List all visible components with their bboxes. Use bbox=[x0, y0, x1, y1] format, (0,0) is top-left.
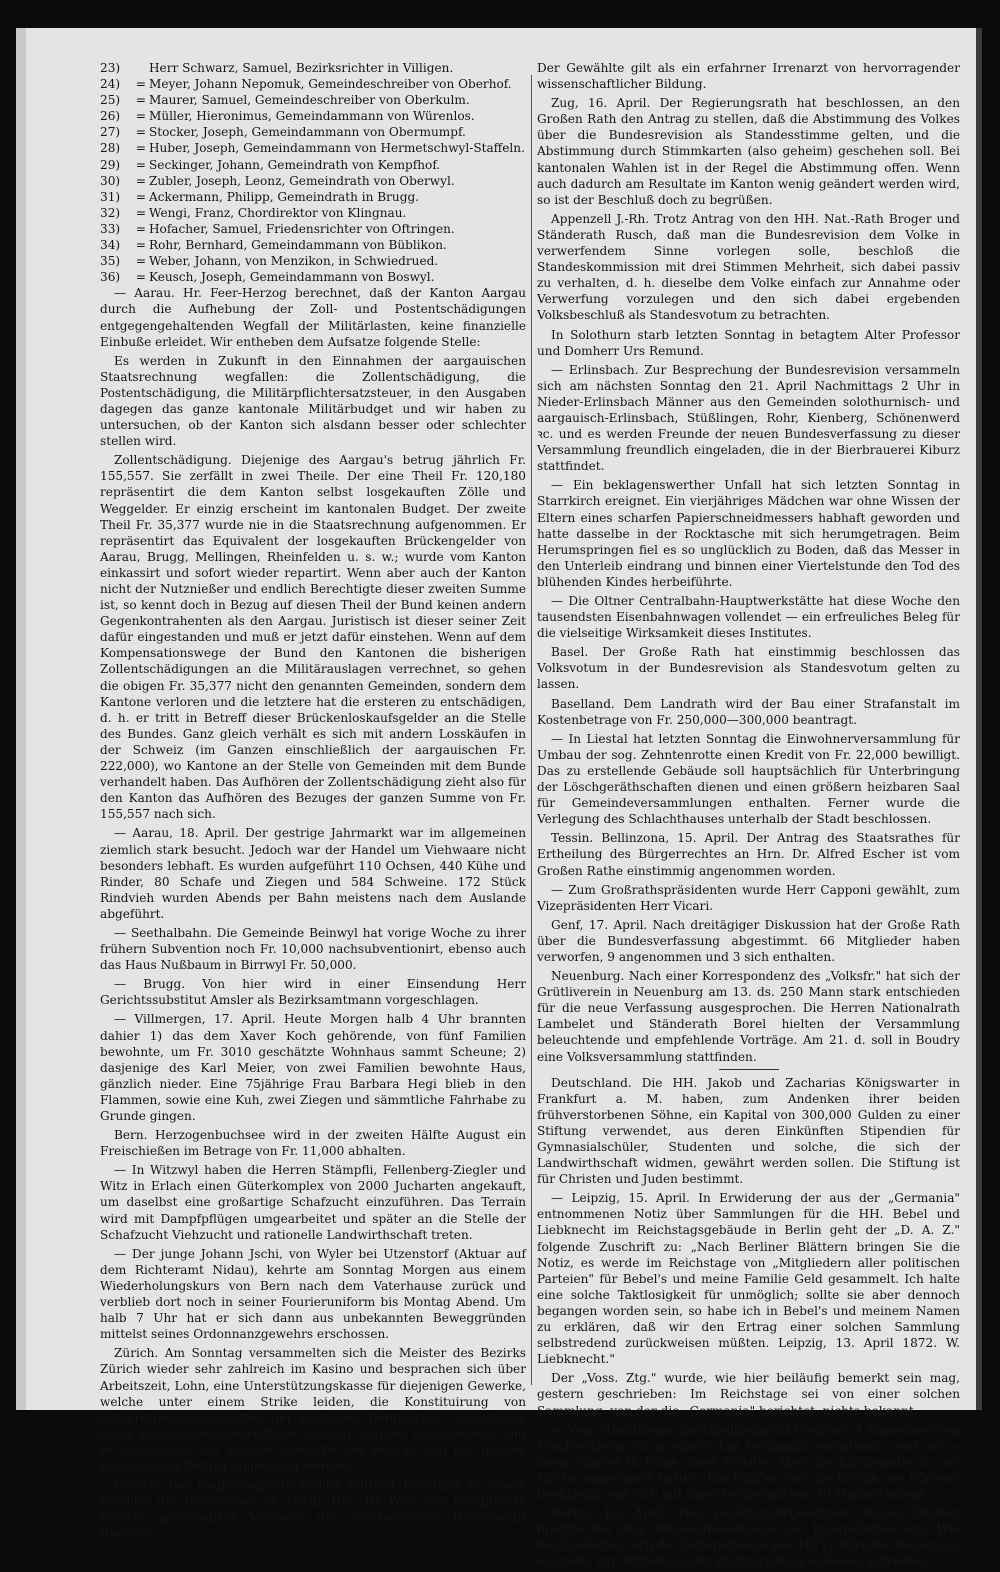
list-item: 26) = Müller, Hieronimus, Gemeindammann von Würenlos. bbox=[100, 109, 475, 124]
article-paragraph: Zürich. Am Sonntag versammelten sich die Meister des Bezirks Zürich wieder sehr zahlreich im Kasino und besprachen sich über Arbeitszeit, Lohn, eine Unterstützungskasse für diejenigen Gewerke, welche unter einem Strike leiden, die Konstituirung von Gewerksgenossenschaften der einzelnen Berufsarten. Sämmtliche obige Gegenstände betreffende Anträge wurden angenommen und es sollen auch die übrigen Gewerke des Bezirks und des ganzen Kantons zum Beitritt eingeladen werden. bbox=[100, 1346, 526, 1473]
article-paragraph: — Villmergen, 17. April. Heute Morgen halb 4 Uhr brannten dahier 1) das dem Xaver Koch gehörende, von fünf Familien bewohnte, um Fr. 3010 geschätzte Wohnhaus sammt Scheune; 2) dasjenige des Karl Meier, von zwei Familien bewohnte Haus, gänzlich nieder. Eine 75jährige Frau Barbara Hegi blieb in den Flammen, sowie eine Kuh, zwei Ziegen und sämmtliche Fahrhabe zu Grunde gingen. bbox=[100, 1012, 526, 1123]
article-paragraph: Basel. Der Große Rath hat einstimmig beschlossen das Volksvotum in der Bundesrevision als Standesvotum gelten zu lassen. bbox=[537, 645, 960, 692]
list-item: 34) = Rohr, Bernhard, Gemeindammann von Büblikon. bbox=[100, 238, 447, 253]
article-paragraph: — Zum Großrathspräsidenten wurde Herr Capponi gewählt, zum Vizepräsidenten Herr Vicari. bbox=[537, 882, 960, 913]
list-item: 25) = Maurer, Samuel, Gemeindeschreiber von Oberkulm. bbox=[100, 93, 470, 108]
page-edge-shadow bbox=[976, 28, 982, 1410]
article-paragraph: — In Witzwyl haben die Herren Stämpfli, Fellenberg-Ziegler und Witz in Erlach einen Güterkomplex von 2000 Jucharten angekauft, um daselbst eine großartige Schafzucht einzuführen. Das Terrain wird mit Dampfpflügen umgearbeitet und später an die Stelle der Schafzucht Viehzucht und rationelle Landwirthschaft treten. bbox=[100, 1163, 526, 1242]
article-paragraph: In Solothurn starb letzten Sonntag in betagtem Alter Professor und Domherr Urs Remund. bbox=[537, 327, 960, 358]
list-item: 23) Herr Schwarz, Samuel, Bezirksrichter in Villigen. bbox=[100, 61, 454, 75]
left-column bbox=[100, 60, 526, 1544]
list-item: 29) = Seckinger, Johann, Gemeindrath von Kempfhof. bbox=[100, 157, 441, 172]
article-paragraph: — Aarau, 18. April. Der gestrige Jahrmarkt war im allgemeinen ziemlich stark besucht. Jedoch war der Handel um Viehwaare nicht besonders lebhaft. Es wurden aufgeführt 110 Ochsen, 440 Kühe und Rinder, 80 Schafe und Ziegen und 584 Schweine. 172 Stück Rindvieh wurden Abends per Bahn meistens nach dem Auslande abgeführt. bbox=[100, 826, 526, 921]
list-item: 35) = Weber, Johann, von Menzikon, in Schwiedrued. bbox=[100, 254, 439, 269]
article-paragraph: Berlin, 16. April. Der Landtags-Abgeordnete Eugen Richter brachte bei dem Abgeordnetenhause die Interpellation ein: Wie hoch belaufen sich die Ueberschüsse von 1871? Wird die Regierung nunmehr zur Aufhebung der Zeitungsstempel-Steuer schreiten? bbox=[537, 1506, 960, 1569]
right-column bbox=[537, 60, 960, 1572]
list-item: 27) = Stocker, Joseph, Gemeindammann von Obermumpf. bbox=[100, 125, 466, 140]
list-item: 31) = Ackermann, Philipp, Gemeindrath in Brugg. bbox=[100, 189, 420, 204]
list-item: 32) = Wengi, Franz, Chordirektor von Klingnau. bbox=[100, 205, 407, 220]
article-paragraph: Tessin. Bellinzona, 15. April. Der Antrag des Staatsrathes für Ertheilung des Bürgerrechtes an Hrn. Dr. Alfred Escher ist vom Großen Rathe einstimmig angenommen worden. bbox=[537, 831, 960, 878]
article-paragraph: — Seethalbahn. Die Gemeinde Beinwyl hat vorige Woche zu ihrer frühern Subvention noch Fr. 10,000 nachsubventionirt, ebenso auch das Haus Nußbaum in Birrwyl Fr. 50,000. bbox=[100, 925, 526, 973]
article-paragraph: — Ein beklagenswerther Unfall hat sich letzten Sonntag in Starrkirch ereignet. Ein vierjähriges Mädchen war ohne Wissen der Eltern eines scharfen Papierschneidmessers habhaft geworden und hatte dasselbe in der Rocktasche mit sich herumgetragen. Beim Herumspringen fiel es so unglücklich zu Boden, daß das Messer in den Unterleib eindrang und binnen einer Viertelstunde den Tod des blühenden Kindes herbeiführte. bbox=[537, 478, 960, 589]
article-paragraph: Bern. Herzogenbuchsee wird in der zweiten Hälfte August ein Freischießen im Betrage von Fr. 11,000 abhalten. bbox=[100, 1128, 526, 1159]
article-paragraph: Der Gewählte gilt als ein erfahrner Irrenarzt von hervorragender wissenschaftlicher Bildung. bbox=[537, 61, 960, 92]
candidate-list bbox=[100, 60, 526, 285]
article-paragraph: Zollentschädigung. Diejenige des Aargau's betrug jährlich Fr. 155,557. Sie zerfällt in zwei Theile. Der eine Theil Fr. 120,180 repräsentirt die dem Kanton selbst losgekauften Zölle und Weggelder. Er einzig erscheint im kantonalen Budget. Der zweite Theil Fr. 35,377 wurde nie in die Staatsrechnung aufgenommen. Er repräsentirt das Equivalent der losgekauften Brückengelder von Aarau, Brugg, Mellingen, Rheinfelden u. s. w.; wurde vom Kanton einkassirt und sofort wieder repartirt. Wenn aber auch der Kanton nicht der Nutznießer und endlich Berechtigte dieser zweiten Summe ist, so kennt doch in Bezug auf diesen Theil der Bund keinen andern Gegenkontrahenten als den Aargau. Juristisch ist dieser seiner Zeit dafür eingestanden und muß er jetzt dafür einstehen. Wenn auf dem Kompensationswege der Bund den Kantonen die bisherigen Zollentschädigungen an die Militärauslagen verrechnet, so gehen die obigen Fr. 35,377 nicht den genannten Gemeinden, sondern dem Kantone verloren und die letztere hat die ersteren zu entschädigen, d. h. er tritt in Betreff dieser Brückenloskaufsgelder an die Stelle des Bundes. Ganz gleich verhält es sich mit andern Losskäufen in der Schweiz (im Ganzen einschließlich der aargauischen Fr. 222,000), wo Kantone an der Stelle von Gemeinden mit dem Bunde verhandelt haben. Das Aufhören der Zollentschädigung zieht also für den Kanton das Aufhören des Bezuges der ganzen Summe von Fr. 155,557 nach sich. bbox=[100, 453, 526, 822]
article-paragraph: Zug, 16. April. Der Regierungsrath hat beschlossen, an den Großen Rath den Antrag zu stellen, daß die Abstimmung des Volkes über die Bundesrevision als Standesstimme gelten, und die Abstimmung durch Stimmkarten (also geheim) geschehen soll. Bei kantonalen Wahlen ist in der Regel die Abstimmung offen. Wenn auch dadurch am Resultate im Kanton wenig geändert werden wird, so ist der Beschluß doch zu begrüßen. bbox=[537, 96, 960, 207]
list-item: 33) = Hofacher, Samuel, Friedensrichter von Oftringen. bbox=[100, 221, 455, 236]
article-paragraph: — Brugg. Von hier wird in einer Einsendung Herr Gerichtssubstitut Amsler als Bezirksamtmann vorgeschlagen. bbox=[100, 977, 526, 1008]
article-paragraph: Baselland. Dem Landrath wird der Bau einer Strafanstalt im Kostenbetrage von Fr. 250,000—300,000 beantragt. bbox=[537, 696, 960, 727]
article-paragraph: Deutschland. Die HH. Jakob und Zacharias Königswarter in Frankfurt a. M. haben, zum Andenken ihrer beiden frühverstorbenen Söhne, ein Kapital von 300,000 Gulden zu einer Stiftung verwendet, aus deren Einkünften Stipendien für Gymnasialschüler, Studenten und solche, die sich der Landwirthschaft widmen, gewährt werden sollen. Die Stiftung ist für Christen und Juden bestimmt. bbox=[537, 1075, 960, 1187]
column-divider bbox=[531, 75, 532, 1385]
article-paragraph: Neuenburg. Nach einer Korrespondenz des „Volksfr." hat sich der Grütliverein in Neuenburg am 13. ds. 250 Mann stark entschieden für die neue Verfassung ausgesprochen. Die Herren Nationalrath Lambelet und Ständerath Borel hielten der Versammlung beleuchtende und empfehlende Vorträge. Am 21. d. soll in Boudry eine Volksversammlung stattfinden. bbox=[537, 969, 960, 1064]
article-paragraph: — Vom Straßburger Zuchtpolizeigericht wurden 4 Einwohner von Truchtersheim zu je einem Tag Gefängniß verurtheilt, weil sie — ihren Pfarrer in Folge eines Streites über die Kirchensitze in der Kirche eingesperrt hatten. Ein Fünfter, der die Köchin des Pfarrers beohrfeigt, sah sich mit einer Geldstrafe von 10 Thalern belegt. bbox=[537, 1422, 960, 1501]
article-paragraph: Genf, 17. April. Nach dreitägiger Diskussion hat der Große Rath über die Bundesverfassung abgestimmt. 66 Mitglieder haben verworfen, 9 angenommen und 3 sich enthalten. bbox=[537, 917, 960, 964]
article-paragraph: — In Liestal hat letzten Sonntag die Einwohnerversammlung für Umbau der sog. Zehntenrotte einen Kredit von Fr. 22,000 bewilligt. Das zu erstellende Gebäude soll hauptsächlich für Unterbringung der Löschgeräthschaften dienen und einen größern heizbaren Saal für Gemeindeversammlungen enthalten. Ferner wurde die Verlegung des Schlachthauses unterhalb der Stadt beschlossen. bbox=[537, 731, 960, 827]
article-paragraph: Es werden in Zukunft in den Einnahmen der aargauischen Staatsrechnung wegfallen: die Zollentschädigung, die Postentschädigung, die Militärpflichtersatzsteuer, in den Ausgaben dagegen das ganze kantonale Militärbudget und wir haben zu untersuchen, ob der Kanton sich alsdann besser oder schlechter stellen wird. bbox=[100, 353, 526, 449]
article-paragraph: — Aarau. Hr. Feer-Herzog berechnet, daß der Kanton Aargau durch die Aufhebung der Zoll- und Postentschädigungen entgegengehaltenden Wegfall der Militärlasten, keine finanzielle Einbuße erleidet. Wir entheben dem Aufsatze folgende Stelle: bbox=[100, 286, 526, 349]
list-item: 36) = Keusch, Joseph, Gemeindammann von Boswyl. bbox=[100, 270, 435, 285]
section-rule bbox=[719, 1069, 779, 1070]
article-paragraph: Appenzell J.-Rh. Trotz Antrag von den HH. Nat.-Rath Broger und Ständerath Rusch, daß man die Bundesrevision dem Volke in verwerfendem Sinne vorlegen solle, beschloß die Standeskommission mit drei Stimmen Mehrheit, sich dabei passiv zu verhalten, d. h. dieselbe dem Volke einfach zur Annahme oder Verwerfung vorzulegen und den sich dabei ergebenden Volksbeschluß als Standesvotum zu betrachten. bbox=[537, 211, 960, 323]
article-paragraph: — Der junge Johann Jschi, von Wyler bei Utzenstorf (Aktuar auf dem Richteramt Nidau), kehrte am Sonntag Morgen aus einem Wiederholungskurs von Bern nach dem Vaterhause zurück und verblieb dort noch in seiner Fourieruniform bis Montag Abend. Um halb 7 Uhr hat er sich dann aus unbekannten Beweggründen mittelst seines Ordonnanzgewehrs erschossen. bbox=[100, 1246, 526, 1342]
list-item: 24) = Meyer, Johann Nepomuk, Gemeindeschreiber von Oberhof. bbox=[100, 77, 512, 92]
article-paragraph: — Die Oltner Centralbahn-Hauptwerkstätte hat diese Woche den tausendsten Eisenbahnwagen vollendet — ein erfreuliches Beleg für die vielseitige Wirksamkeit dieses Institutes. bbox=[537, 594, 960, 641]
article-paragraph: Der „Voss. Ztg." wurde, wie hier beiläufig bemerkt sein mag, gestern geschrieben: Im Reichstage sei von einer solchen Sammlung, von der die „Germania" berichtet, nichts bekannt. bbox=[537, 1371, 960, 1418]
list-item: 30) = Zubler, Joseph, Leonz, Gemeindrath von Oberwyl. bbox=[100, 173, 455, 188]
article-paragraph: — Erlinsbach. Zur Besprechung der Bundesrevision versammeln sich am nächsten Sonntag den 21. April Nachmittags 2 Uhr in Nieder-Erlinsbach Männer aus den Gemeinden solothurnisch- und aargauisch-Erlinsbach, Stüßlingen, Rohr, Kienberg, Schönenwerd ꝛc. und es werden Freunde der neuen Bundesverfassung zu dieser Versammlung freundlich eingeladen, die in der Bierbrauerei Kiburz stattfindet. bbox=[537, 362, 960, 474]
article-paragraph: — Leipzig, 15. April. In Erwiderung der aus der „Germania" entnommenen Notiz über Sammlungen für die HH. Bebel und Liebknecht im Reichstagsgebäude in Berlin geht der „D. A. Z." folgende Zuschrift zu: „Nach Berliner Blättern bringen Sie die Notiz, es werde im Reichstage von „Mitgliedern aller politischen Parteien" für Bebel's und meine Familie Geld gesammelt. Ich halte eine solche Taktlosigkeit für unmöglich; sollte sie aber dennoch begangen worden sein, so habe ich in Bebel's und meinem Namen zu erklären, daß wir den Ertrag einer solchen Sammlung selbstredend zurückweisen müßten. Leipzig, 13. April 1872. W. Liebknecht." bbox=[537, 1191, 960, 1367]
article-paragraph: Luzern. Der Regierungsrath wählte mittelst Berufung zu einem Direktor der Irrenanstalt St. Urban Hrn. Dr. Wille von Kempten in Baiern, gegenwärtig Vorstand der zürcherischen Irrenanstalt Rheinau. bbox=[100, 1478, 526, 1541]
list-item: 28) = Huber, Joseph, Gemeindammann von Hermetschwyl-Staffeln. bbox=[100, 141, 525, 156]
